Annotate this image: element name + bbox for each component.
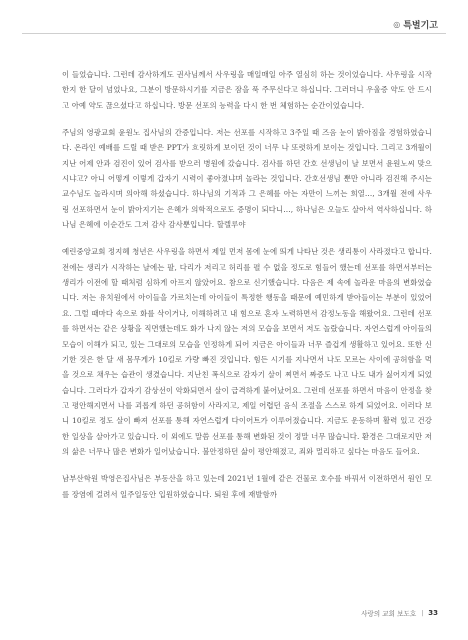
header-divider — [22, 33, 446, 34]
magazine-name: 사랑의 교회 보도호 — [361, 610, 417, 618]
page-footer — [361, 608, 438, 618]
paragraph-2: 주님의 영광교회 윤원노 집사님의 간증입니다. 저는 선포를 시작하고 3주일 때 즈음 눈이 밝아짐을 경험하였습니다. 온라인 예배를 드릴 때 받은 PPT가 흐릿하게 보이던 것이 너무 나 또렷하게 보이는 것입니다. 그리고 3개월이 지난 어제 안과 검진이 있어 검사를 받으러 병원에 갔습니다. 검사를 하던 간호 선생님이 날 보면서 윤원노씨 맞으시냐고? 아니 어떻게 이렇게 갑자기 시력이 좋아졌냐며 놀라는 것입니다. 간호선생님 뿐만 아니라 검진해 주시는 교수님도 놀라시며 의아해 하셨습니다. 하나님의 기적과 그 은혜를 아는 자만이 느끼는 희열…, 3개월 전에 사우링 선포하면서 눈이 밝아지기는 은혜가 의학적으로도 증명이 되다니…, 하나님은 오늘도 살아서 역사하십니다. 하나님 은혜에 이순간도 그저 감사 감사뿐입니다. 할렐루야 — [62, 128, 432, 230]
article-body — [62, 67, 432, 514]
page-number: 33 — [428, 609, 438, 617]
footer-separator: | — [421, 609, 424, 617]
section-mark-icon: ◎ — [393, 20, 401, 29]
paragraph-1: 이 들었습니다. 그런데 감사하게도 권사님께서 사우링을 매일매일 아주 열심히 하는 것이었습니다. 사우링을 시작한지 한 달이 넘었나요, 그분이 방문하시기를 지금은 잠을 푹 주무신다고 하십니다. 그러더니 우울증 약도 안 드시고 아예 약도 끊으셨다고 하십니다. 방문 선포의 능력을 다시 한 번 체험하는 순간이었습니다. — [62, 70, 432, 110]
section-label — [393, 18, 438, 31]
paragraph-4: 남부산학원 박영은집사님은 부동산을 하고 있는데 2021년 1월에 같은 건물로 호수를 바꿔서 이전하면서 원인 모를 장염에 걸려서 일주일동안 입원하였습니다. 퇴원 후에 재발함까 — [62, 474, 432, 499]
paragraph-3: 예린중앙교회 정지혜 청년은 사우링을 하면서 제일 먼저 몸에 눈에 띄게 나타난 것은 생리통이 사라졌다고 합니다. 전에는 생리가 시작하는 날에는 팔, 다리가 저리고 허리를 펼 수 없을 정도로 힘들어 했는데 선포를 하면서부터는 생리가 이전에 할 때처럼 심하게 아프지 않았어요. 참으로 신기했습니다. 다음은 제 속에 놀라운 마음의 변화였습니다. 저는 유치원에서 아이들을 가르치는데 아이들이 특정한 행동을 때문에 예민하게 받아들이는 부분이 있었어요. 그럴 때마다 속으로 화를 삭이거나, 이해하려고 내 힘으로 혼자 노력하면서 감정노동을 해왔어요. 그런데 선포를 하면서는 같은 상황을 직면했는데도 화가 나지 않는 저의 모습을 보면서 저도 놀랐습니다. 자연스럽게 아이들의 모습이 이해가 되고, 있는 그대로의 모습을 인정하게 되어 지금은 아이들과 너무 즐겁게 생활하고 있어요. 또한 신기한 것은 한 달 새 몸무게가 10킬로 가량 빠진 것입니다. 힘든 시기를 지나면서 나도 모르는 사이에 공허함을 먹을 것으로 채우는 습관이 생겼습니다. 지난친 폭식으로 감자기 살이 찌면서 짜증도 나고 나도 내가 싫어지게 되었습니다. 그러다가 갑자기 감상선이 악화되면서 살이 급격하게 붙어났어요. 그런데 선포를 하면서 마음이 안정을 찾고 평안해지면서 나를 괴롭게 하던 공허함이 사라지고, 제일 어렵던 음식 조절을 스스로 하게 되었어요. 이러다 보니 10킬로 정도 살이 빠져 선포를 통해 자연스럽게 다이어트가 이루어졌습니다. 지금도 운동하며 활력 있고 건강한 일상을 살아가고 있습니다. 이 외에도 말씀 선포를 통해 변화된 것이 정말 너무 많습니다. 환경은 그대로지만 저의 삶은 너무나 많은 변화가 일어났습니다. 불안정하던 삶이 평안해졌고, 죄와 멀리하고 싶다는 마음도 들어요. — [62, 247, 432, 456]
section-title: 특별기고 — [403, 21, 438, 31]
